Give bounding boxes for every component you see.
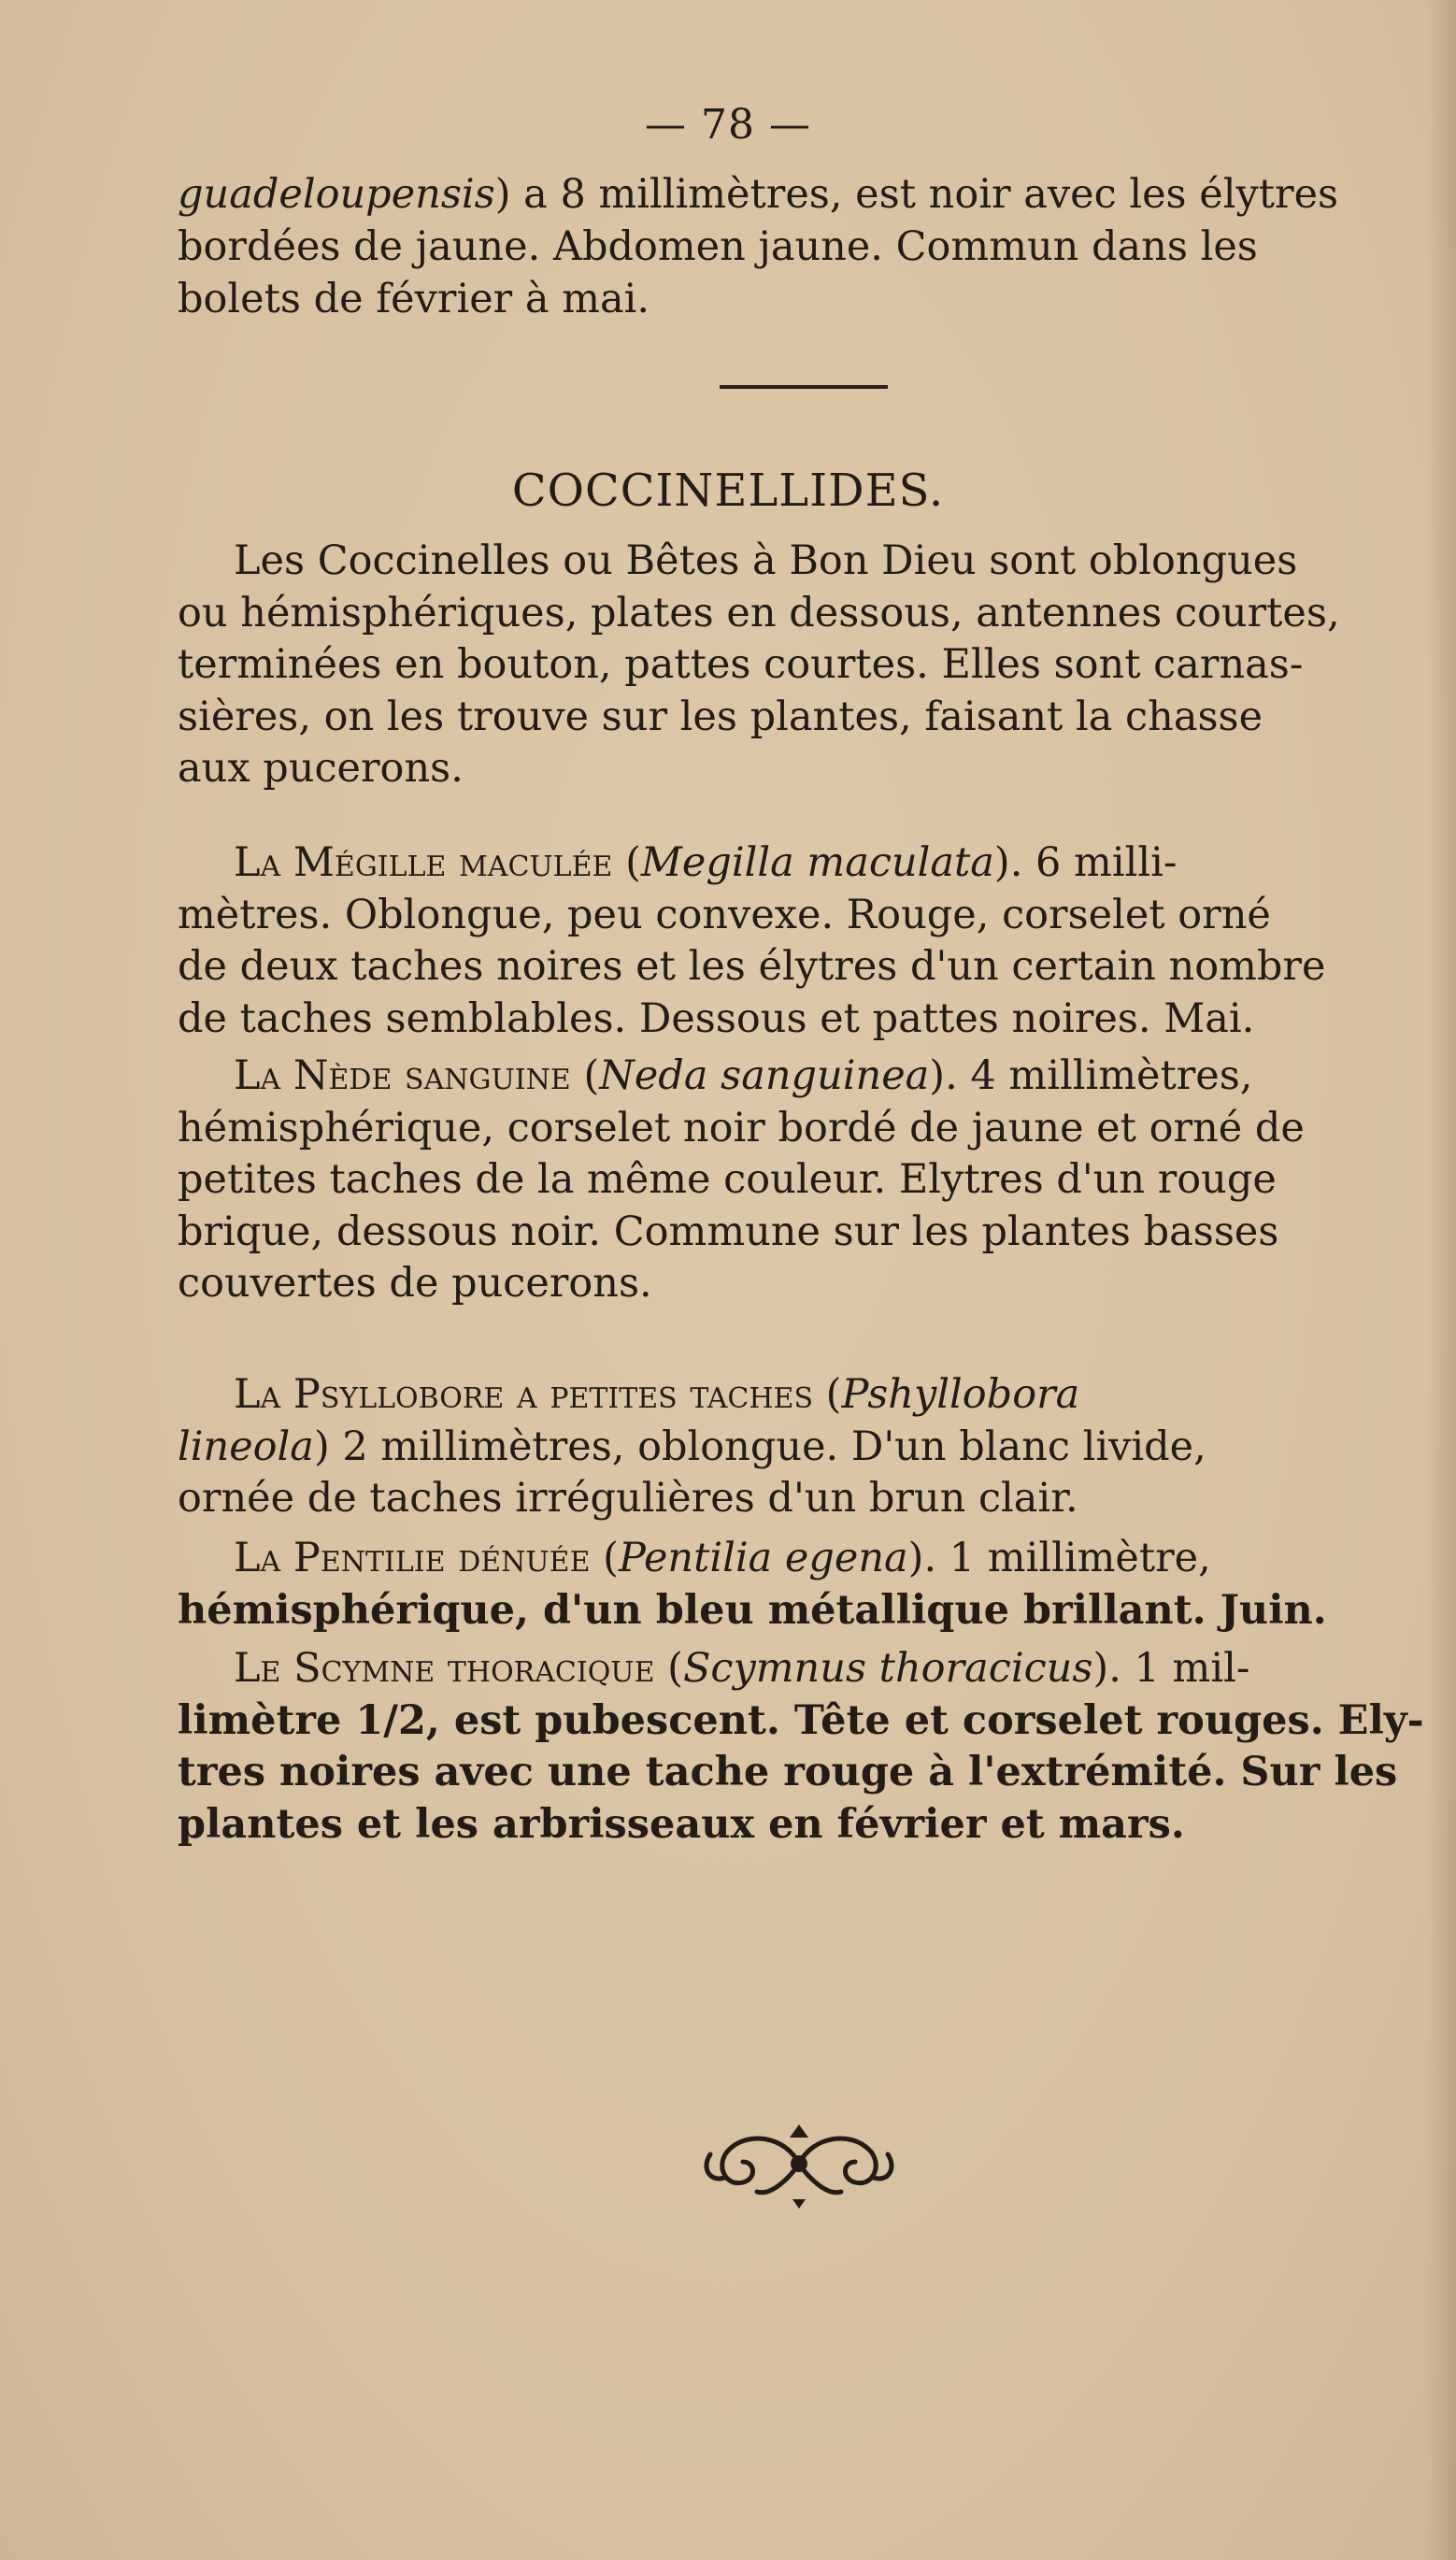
family-description xyxy=(178,536,1430,795)
text-line: La Pentilie dénuée (Pentilia egena). 1 millimètre, xyxy=(234,1535,1211,1581)
species-name: Pentilie dénuée xyxy=(293,1535,591,1581)
text-line: La Psyllobore a petites taches (Pshyllobora xyxy=(234,1371,1080,1418)
page-edge-shadow xyxy=(1428,0,1456,2560)
text-run: ) a 8 millimètres, est noir avec les élytres xyxy=(494,171,1339,218)
text-run: ) 2 millimètres, oblongue. D'un blanc livide, xyxy=(313,1423,1206,1470)
text-line: La Mégille maculée (Megilla maculata). 6 milli- xyxy=(234,839,1178,886)
latin-name: Scymnus thoracicus xyxy=(682,1645,1093,1692)
page-number: — 78 — xyxy=(645,101,811,149)
text-line: sières, on les trouve sur les plantes, faisant la chasse xyxy=(178,693,1263,740)
species-article: La xyxy=(234,1052,281,1099)
latin-name: lineola xyxy=(178,1423,314,1470)
text-line: bolets de février à mai. xyxy=(178,276,650,322)
text-line: brique, dessous noir. Commune sur les plantes basses xyxy=(178,1208,1279,1255)
text-line: hémisphérique, corselet noir bordé de jaune et orné de xyxy=(178,1104,1305,1151)
species-name: Mégille maculée xyxy=(293,839,613,886)
text-line: couvertes de pucerons. xyxy=(178,1260,652,1307)
text-run: ). 1 mil- xyxy=(1092,1645,1250,1692)
species-name: Psyllobore a petites taches xyxy=(293,1371,813,1418)
text-line: ornée de taches irrégulières d'un brun clair. xyxy=(178,1475,1078,1522)
species-article: La xyxy=(234,1535,281,1581)
section-divider xyxy=(720,385,888,389)
latin-name: Pshyllobora xyxy=(841,1371,1080,1418)
text-line: plantes et les arbrisseaux en février et mars. xyxy=(178,1800,1185,1848)
species-entry-pentilia xyxy=(178,1533,1430,1637)
text-line: Le Scymne thoracique (Scymnus thoracicus). 1 mil- xyxy=(234,1645,1250,1692)
species-entry-psyllobora xyxy=(178,1369,1430,1525)
text-line: ou hémisphériques, plates en dessous, antennes courtes, xyxy=(178,589,1340,636)
text-line: bordées de jaune. Abdomen jaune. Commun dans les xyxy=(178,223,1258,270)
text-line: limètre 1/2, est pubescent. Tête et corselet rouges. Ely- xyxy=(178,1696,1424,1744)
text-run: ). 1 millimètre, xyxy=(907,1535,1211,1581)
species-article: La xyxy=(234,1371,281,1418)
species-entry-scymnus xyxy=(178,1643,1430,1851)
intro-paragraph xyxy=(178,168,1430,325)
species-article: Le xyxy=(234,1645,281,1692)
text-line: La Nède sanguine (Neda sanguinea). 4 millimètres, xyxy=(234,1052,1253,1099)
species-article: La xyxy=(234,839,281,886)
text-line: tres noires avec une tache rouge à l'extrémité. Sur les xyxy=(178,1749,1398,1795)
text-line: mètres. Oblongue, peu convexe. Rouge, corselet orné xyxy=(178,891,1271,938)
text-line: Les Coccinelles ou Bêtes à Bon Dieu sont oblongues xyxy=(234,537,1298,584)
section-title: COCCINELLIDES. xyxy=(511,465,945,517)
latin-name: Pentilia egena xyxy=(618,1535,908,1581)
latin-name: Neda sanguinea xyxy=(599,1052,930,1099)
text-line: de taches semblables. Dessous et pattes noires. Mai. xyxy=(178,994,1255,1042)
species-name: Nède sanguine xyxy=(293,1052,571,1099)
latin-name: guadeloupensis xyxy=(178,171,495,218)
floral-fleuron-icon xyxy=(692,2117,906,2210)
text-line: aux pucerons. xyxy=(178,745,464,792)
text-run: ). 4 millimètres, xyxy=(929,1052,1253,1099)
text-line: de deux taches noires et les élytres d'un certain nombre xyxy=(178,943,1326,990)
species-name: Scymne thoracique xyxy=(293,1645,655,1692)
text-line xyxy=(178,168,1430,221)
text-line: hémisphérique, d'un bleu métallique brillant. Juin. xyxy=(178,1586,1327,1634)
species-entry-neda xyxy=(178,1051,1430,1310)
text-line: petites taches de la même couleur. Elytres d'un rouge xyxy=(178,1156,1277,1203)
text-run: ). 6 milli- xyxy=(993,839,1178,886)
species-entry-megilla xyxy=(178,837,1430,1045)
text-line: terminées en bouton, pattes courtes. Elles sont carnas- xyxy=(178,641,1304,688)
text-line xyxy=(178,1422,1430,1474)
latin-name: Megilla maculata xyxy=(640,839,994,886)
